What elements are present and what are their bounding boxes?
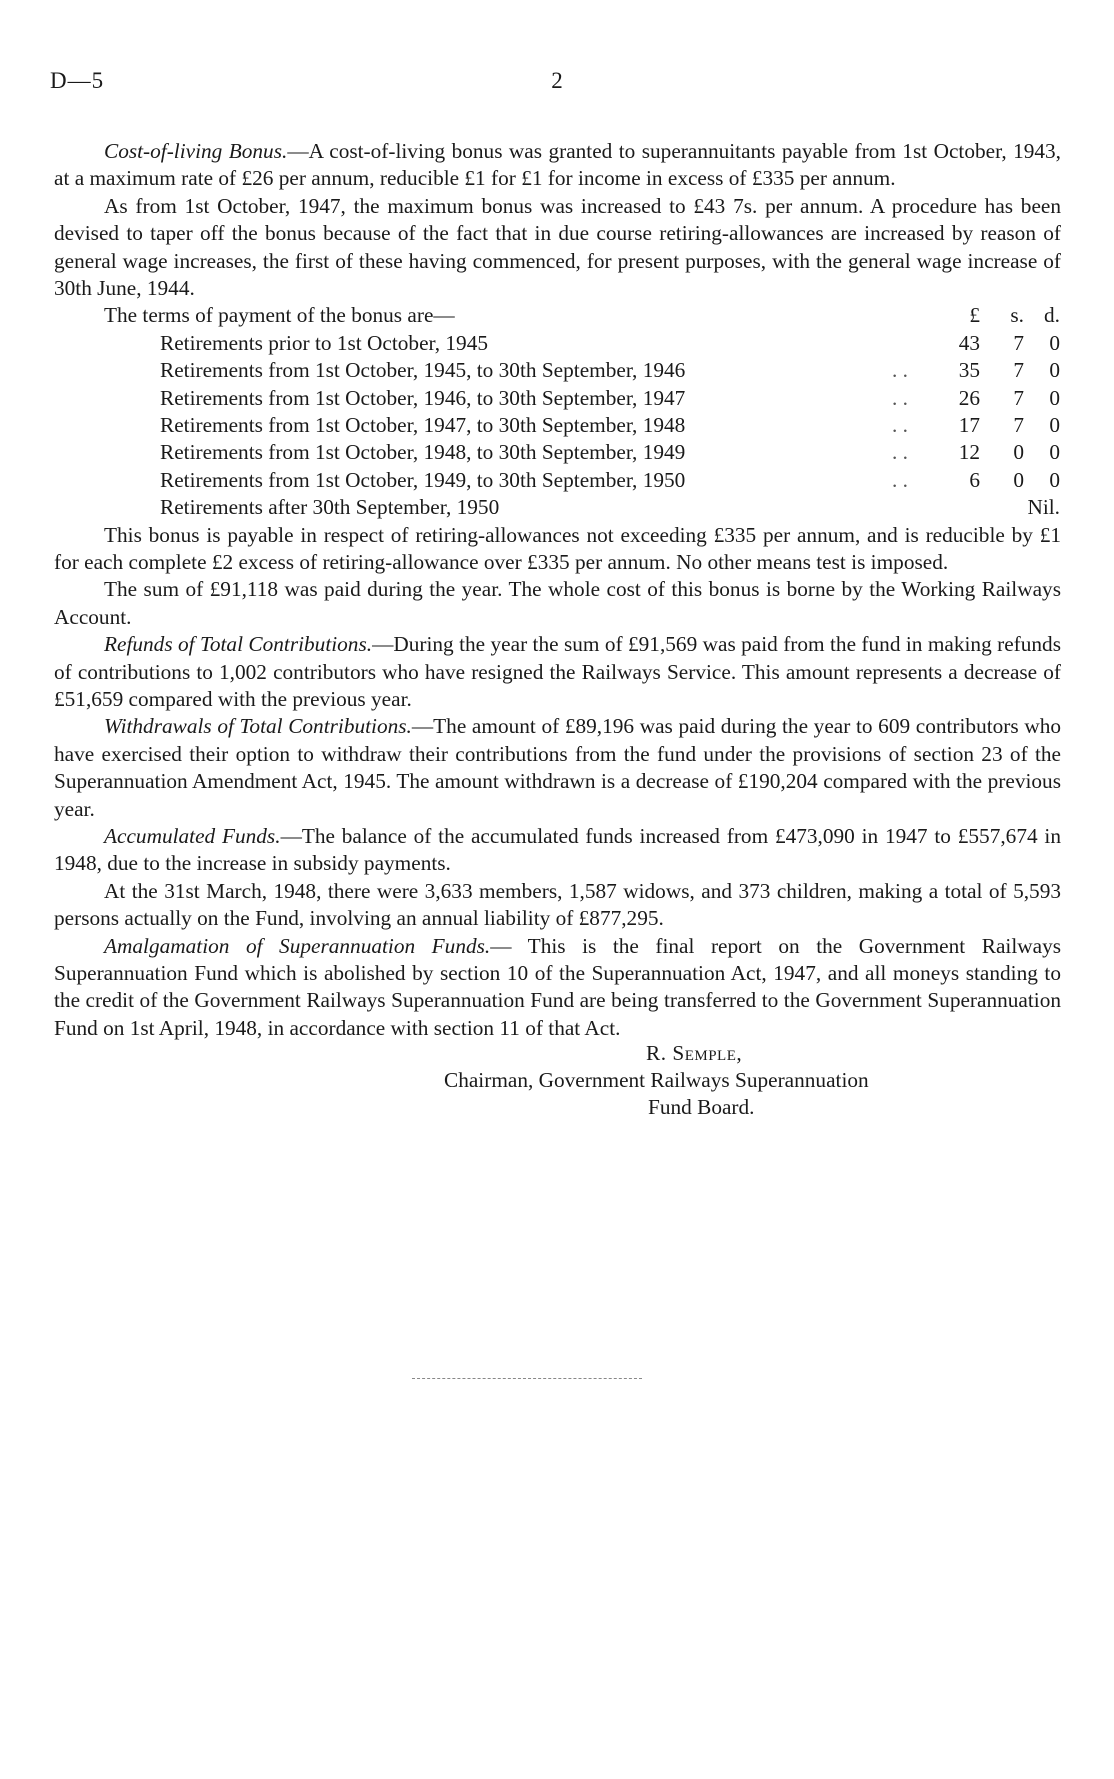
heading-accumulated: Accumulated Funds. [104, 824, 281, 849]
bonus-terms-table [54, 302, 1061, 521]
paragraph-accumulated [54, 823, 1061, 878]
row-label: Retirements prior to 1st October, 1945 [160, 330, 489, 355]
row-shillings: 7 [1013, 413, 1024, 437]
row-leader: . . [892, 467, 908, 492]
row-label: Retirements after 30th September, 1950 [160, 495, 500, 520]
heading-withdrawals: Withdrawals of Total Contributions. [104, 714, 412, 739]
row-label: Retirements from 1st October, 1947, to 30th September, 1948 [160, 413, 686, 437]
row-label: Retirements from 1st October, 1945, to 30th September, 1946 [160, 358, 686, 383]
row-pounds: 12 [958, 440, 980, 465]
heading-refunds: Refunds of Total Contributions. [104, 632, 373, 657]
row-leader: . . [892, 440, 908, 465]
document-body [54, 138, 1061, 1042]
text-amalgamation: — This is the final report on the Government Railways Superannuation Fund which is abolished by section 10 of the Superannuation Act, 1947, and all moneys standing to the credit of the Government Railways Superannuation Fund are being transferred to the Government Superannuation Fund on 1st April, 1948, in accordance with section 11 of that Act. [54, 933, 1062, 1040]
signatory-surname: Semple, [672, 1041, 743, 1065]
paragraph-members: At the 31st March, 1948, there were 3,633 members, 1,587 widows, and 373 children, making a total of 5,593 persons actually on the Fund, involving an annual liability of £877,295. [54, 878, 1061, 931]
col-header-pence: d. [1044, 303, 1060, 328]
col-header-shillings: s. [1010, 303, 1024, 328]
row-shillings: 0 [1013, 467, 1024, 492]
row-shillings: 0 [1013, 440, 1024, 465]
row-pounds: 43 [958, 330, 980, 355]
row-pounds: 35 [958, 358, 980, 383]
row-label: Retirements from 1st October, 1946, to 30th September, 1947 [160, 385, 686, 410]
paragraph-cost-of-living [54, 138, 1061, 193]
signatory-title-line1: Chairman, Government Railways Superannuation [444, 1068, 869, 1092]
table-row [54, 412, 1061, 439]
signatory-initial: R. [646, 1041, 667, 1065]
table-row-last [54, 494, 1061, 521]
row-pence: 0 [1049, 385, 1060, 410]
paragraph-refunds [54, 631, 1061, 713]
table-row [54, 439, 1061, 466]
row-leader: . . [892, 413, 908, 437]
footer-rule [412, 1378, 642, 1379]
table-row [54, 385, 1061, 412]
row-leader: . . [892, 385, 908, 410]
row-pence: 0 [1049, 467, 1060, 492]
row-pounds: 6 [969, 467, 980, 492]
table-intro: The terms of payment of the bonus are— [104, 303, 455, 328]
row-value-nil: Nil. [1027, 495, 1060, 520]
table-row [54, 330, 1061, 357]
row-shillings: 7 [1013, 385, 1024, 410]
row-leader: . . [892, 358, 908, 383]
signatory-name [646, 1040, 742, 1067]
row-shillings: 7 [1013, 330, 1024, 355]
table-header-row [54, 302, 1061, 329]
page-number: 2 [551, 68, 563, 93]
text-refunds: —During the year the sum of £91,569 was paid from the fund in making refunds of contributions to 1,002 contributors who have resigned the Railways Service. This amount represents a decrease of £51,659 compared with the previous year. [54, 632, 1061, 711]
document-code: D—5 [50, 68, 105, 93]
text-cost-of-living: —A cost-of-living bonus was granted to superannuitants payable from 1st October, 1943, at a maximum rate of £26 per annum, reducible £1 for £1 for income in excess of £335 per annum. [54, 139, 1061, 191]
row-pounds: 17 [958, 413, 980, 437]
row-label: Retirements from 1st October, 1949, to 30th September, 1950 [160, 467, 686, 492]
row-label: Retirements from 1st October, 1948, to 30th September, 1949 [160, 440, 686, 465]
table-row [54, 467, 1061, 494]
row-pence: 0 [1049, 358, 1060, 383]
paragraph-withdrawals [54, 713, 1061, 823]
page-header [50, 68, 1064, 98]
paragraph-as-from: As from 1st October, 1947, the maximum bonus was increased to £43 7s. per annum. A procedure has been devised to taper off the bonus because of the fact that in due course retiring-allowances are increased by reason of general wage increases, the first of these having commenced, for present purposes, with the general wage increase of 30th June, 1944. [54, 193, 1061, 301]
heading-amalgamation: Amalgamation of Superannuation Funds. [104, 933, 491, 958]
row-shillings: 7 [1013, 358, 1024, 383]
text-withdrawals: —The amount of £89,196 was paid during the year to 609 contributors who have exercised their option to withdraw their contributions from the fund under the provisions of section 23 of the Superannuation Amendment Act, 1945. The amount withdrawn is a decrease of £190,204 compared with the previous year. [54, 714, 1061, 821]
col-header-pounds: £ [969, 303, 980, 328]
row-pounds: 26 [958, 385, 980, 410]
heading-cost-of-living: Cost-of-living Bonus. [104, 139, 288, 163]
row-pence: 0 [1049, 413, 1060, 437]
paragraph-sum-paid: The sum of £91,118 was paid during the year. The whole cost of this bonus is borne by the Working Railways Account. [54, 577, 1061, 629]
paragraph-payable: This bonus is payable in respect of retiring-allowances not exceeding £335 per annum, and is reducible by £1 for each complete £2 excess of retiring-allowance over £335 per annum. No other means test is imposed. [54, 522, 1061, 574]
row-pence: 0 [1049, 330, 1060, 355]
text-accumulated: —The balance of the accumulated funds increased from £473,090 in 1947 to £557,674 in 1948, due to the increase in subsidy payments. [54, 824, 1062, 876]
paragraph-amalgamation [54, 933, 1061, 1043]
signatory-title-line2: Fund Board. [648, 1095, 755, 1119]
table-row [54, 357, 1061, 384]
row-pence: 0 [1049, 440, 1060, 465]
